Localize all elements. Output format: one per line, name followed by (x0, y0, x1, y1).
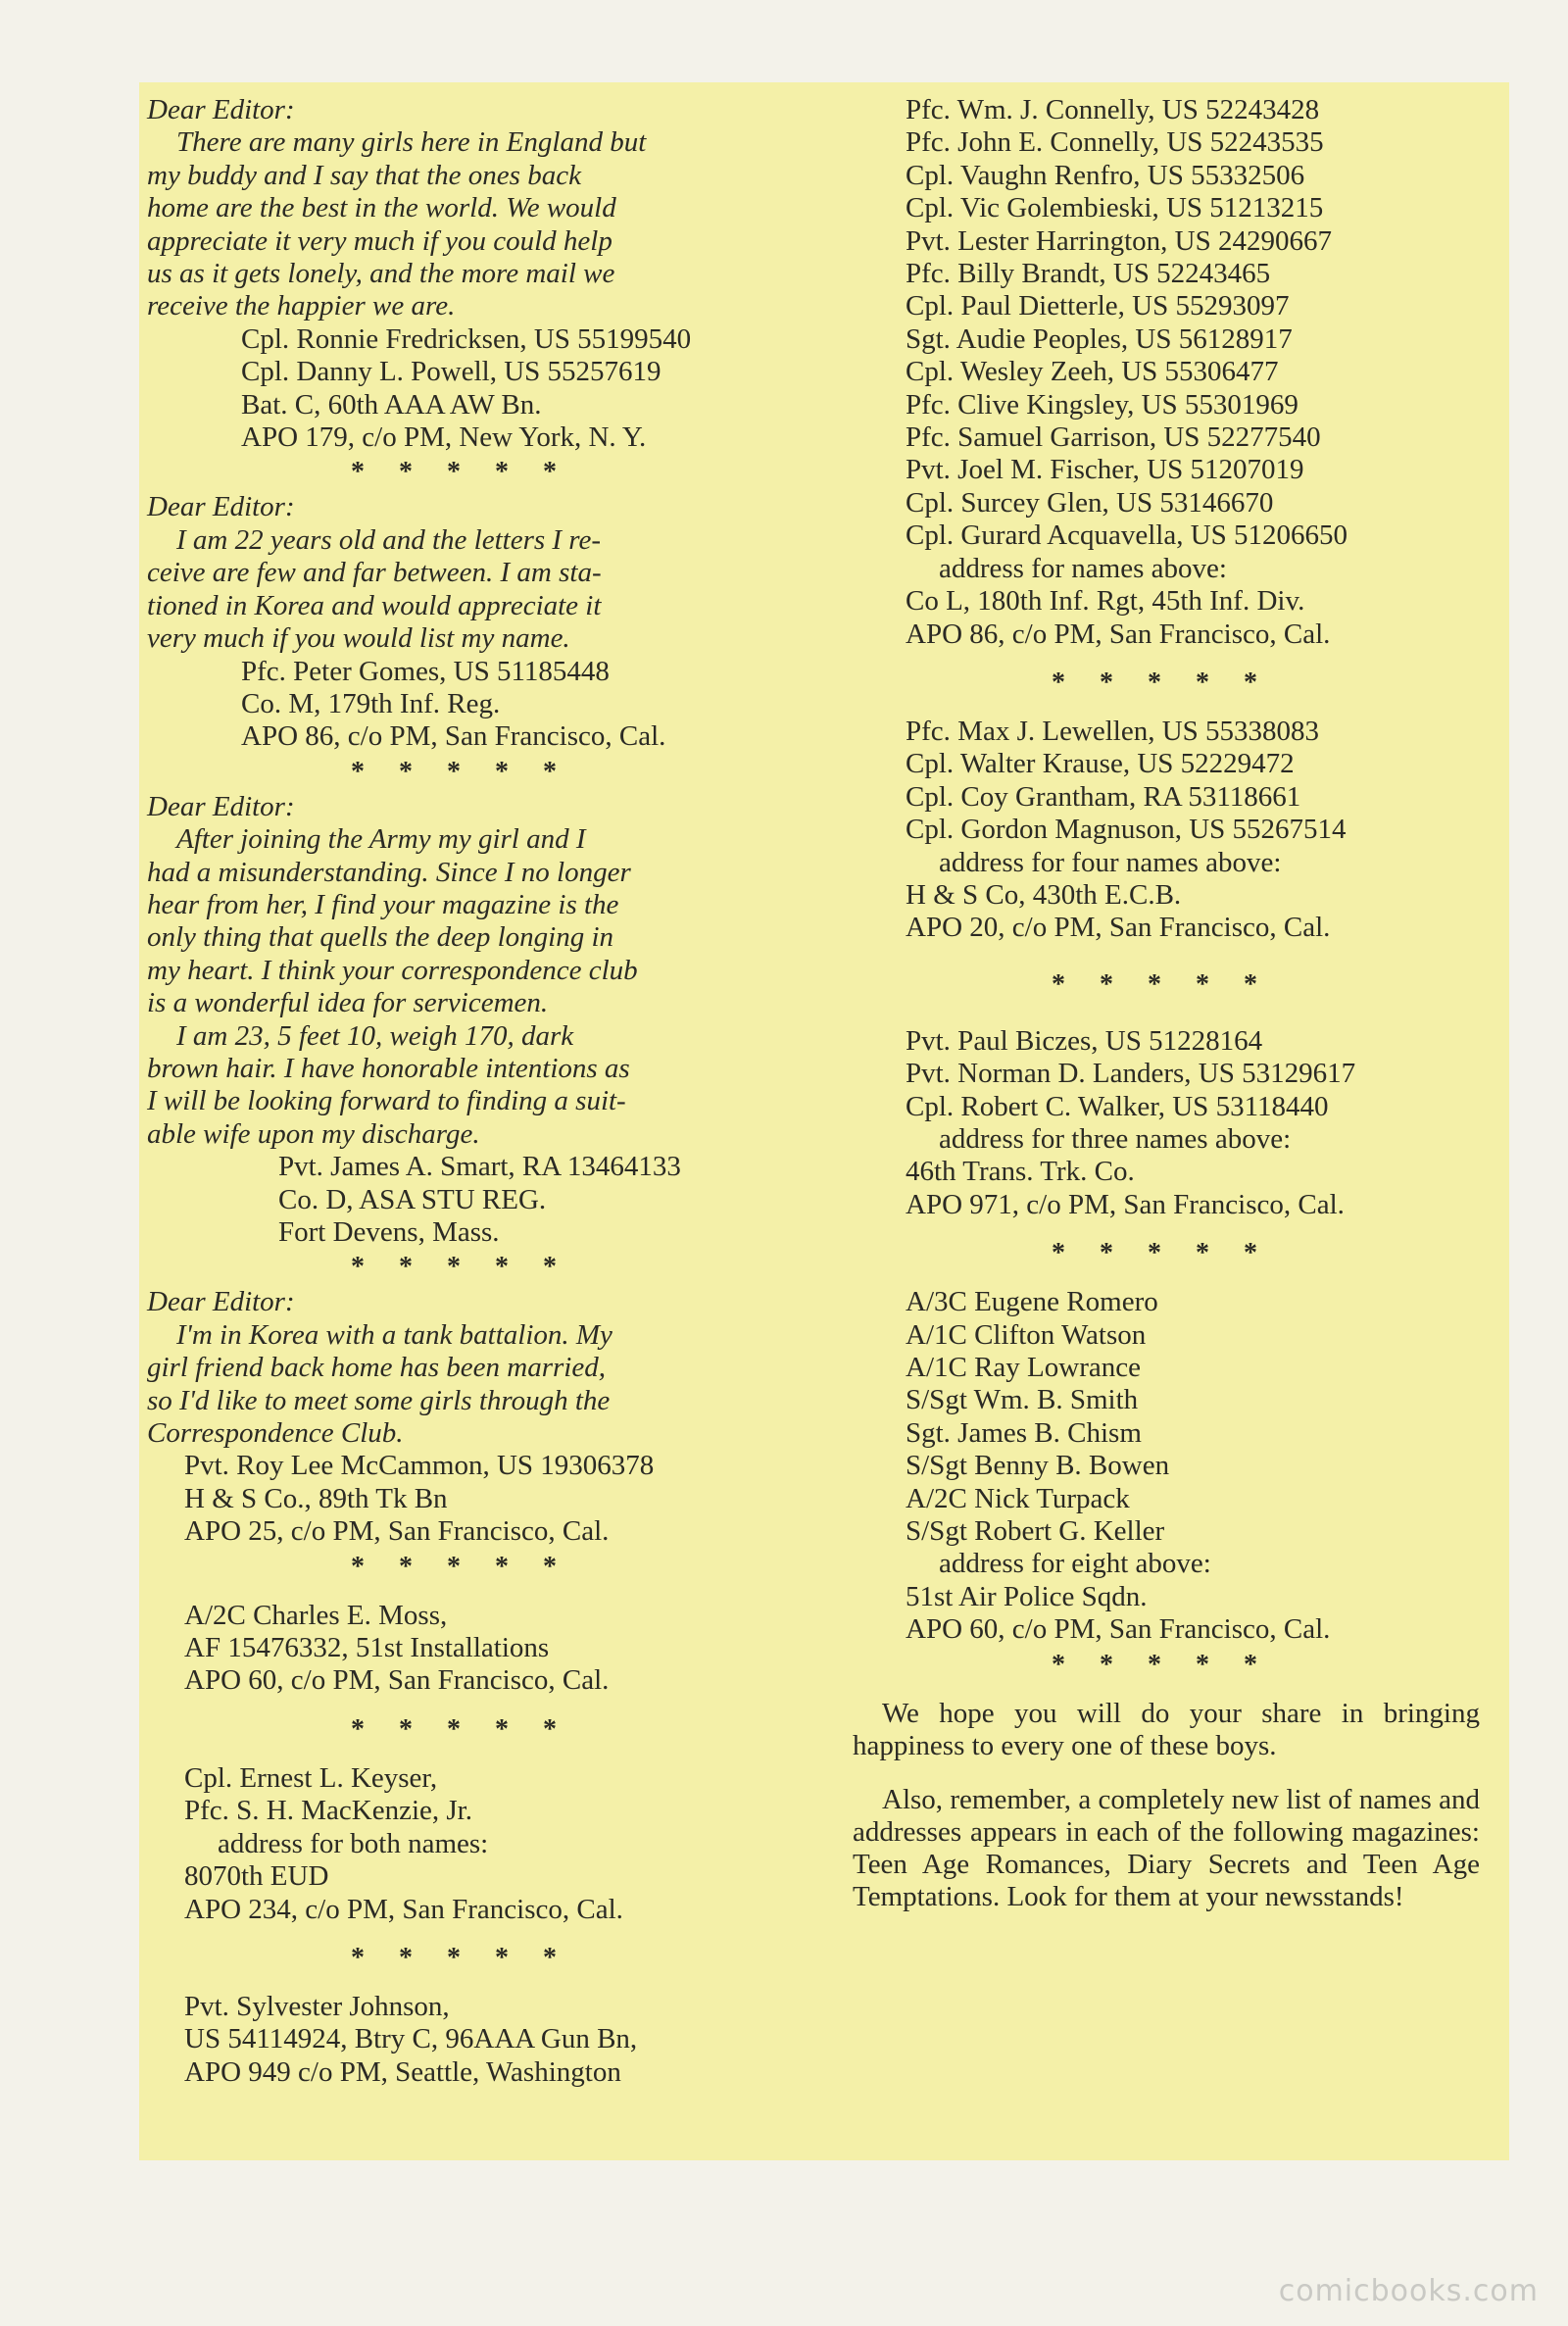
letter-4 (147, 1286, 774, 1548)
address-line: 51st Air Police Sqdn. (906, 1580, 1148, 1612)
letter-line: so I'd like to meet some girls through the (147, 1384, 611, 1416)
letter-line: I am 23, 5 feet 10, weigh 170, dark (176, 1019, 574, 1052)
salutation: Dear Editor: (147, 491, 295, 523)
name-line: Pvt. Lester Harrington, US 24290667 (906, 224, 1332, 257)
name-line: Pvt. Paul Biczes, US 51228164 (906, 1024, 1263, 1057)
entry-5 (147, 1600, 774, 1698)
address-line: Pfc. Peter Gomes, US 51185448 (241, 655, 610, 687)
name-line: S/Sgt Robert G. Keller (906, 1515, 1165, 1548)
letter-line: Correspondence Club. (147, 1417, 404, 1450)
left-column (147, 94, 774, 2089)
letter-line: only thing that quells the deep longing in (147, 921, 614, 954)
name-line: A/1C Clifton Watson (906, 1318, 1147, 1351)
address-line: AF 15476332, 51st Installations (184, 1632, 550, 1664)
address-line: Cpl. Ronnie Fredricksen, US 55199540 (241, 322, 692, 355)
letter-line: my heart. I think your correspondence club (147, 954, 638, 986)
separator-stars: * * * * * (1052, 1238, 1271, 1269)
name-line: Pvt. Norman D. Landers, US 53129617 (906, 1058, 1356, 1090)
separator-stars: * * * * * (351, 1551, 570, 1582)
address-line: APO 20, c/o PM, San Francisco, Cal. (906, 912, 1331, 944)
letter-line: receive the happier we are. (147, 290, 456, 322)
separator-stars: * * * * * (1052, 968, 1271, 1000)
address-line: APO 949 c/o PM, Seattle, Washington (184, 2055, 621, 2088)
address-line: Pvt. Sylvester Johnson, (184, 1990, 450, 2022)
name-line: Cpl. Surcey Glen, US 53146670 (906, 486, 1274, 519)
address-line: APO 25, c/o PM, San Francisco, Cal. (184, 1515, 610, 1548)
letter-line: I will be looking forward to finding a suit- (147, 1085, 626, 1117)
name-line: Sgt. James B. Chism (906, 1416, 1142, 1449)
address-line: Co L, 180th Inf. Rgt, 45th Inf. Div. (906, 585, 1305, 618)
roster-2 (843, 716, 1480, 945)
name-line: Pfc. Billy Brandt, US 52243465 (906, 258, 1271, 290)
name-line: Sgt. Audie Peoples, US 56128917 (906, 322, 1293, 355)
letter-3 (147, 791, 774, 1250)
letter-line: tioned in Korea and would appreciate it (147, 589, 602, 621)
closing-paragraph: Also, remember, a completely new list of names and addresses appears in each of the following magazines: Teen Age Romances, Diary Secrets and Teen Age Temptations. Look for them at your newsstands! (853, 1783, 1480, 1912)
address-line: Co. M, 179th Inf. Reg. (241, 687, 501, 719)
name-line: Pfc. Wm. J. Connelly, US 52243428 (906, 94, 1320, 125)
letter-line: I'm in Korea with a tank battalion. My (176, 1318, 612, 1351)
roster-3 (843, 1025, 1480, 1221)
address-note: address for three names above: (939, 1122, 1292, 1155)
address-line: APO 86, c/o PM, San Francisco, Cal. (241, 720, 666, 753)
address-note: address for both names: (218, 1827, 489, 1859)
name-line: S/Sgt Benny B. Bowen (906, 1450, 1170, 1482)
address-line: H & S Co, 430th E.C.B. (906, 878, 1182, 911)
name-line: Cpl. Gurard Acquavella, US 51206650 (906, 520, 1348, 552)
salutation: Dear Editor: (147, 1286, 295, 1318)
address-line: H & S Co., 89th Tk Bn (184, 1482, 448, 1514)
name-line: Cpl. Walter Krause, US 52229472 (906, 748, 1295, 780)
name-line: Pfc. Clive Kingsley, US 55301969 (906, 388, 1298, 421)
letter-line: I am 22 years old and the letters I re- (176, 523, 602, 556)
address-line: 46th Trans. Trk. Co. (906, 1156, 1135, 1188)
address-line: APO 60, c/o PM, San Francisco, Cal. (184, 1664, 610, 1697)
address-note: address for eight above: (939, 1548, 1211, 1580)
letter-2 (147, 491, 774, 753)
watermark: comicbooks.com (1278, 2274, 1539, 2308)
address-line: 8070th EUD (184, 1860, 329, 1893)
letter-line: After joining the Army my girl and I (176, 823, 586, 856)
address-note: address for four names above: (939, 846, 1282, 878)
roster-4 (843, 1286, 1480, 1646)
letter-line: brown hair. I have honorable intentions as (147, 1052, 630, 1084)
letter-line: appreciate it very much if you could help (147, 224, 612, 257)
address-note: address for names above: (939, 552, 1227, 584)
separator-stars: * * * * * (1052, 1649, 1271, 1680)
name-line: Cpl. Vic Golembieski, US 51213215 (906, 192, 1324, 224)
address-line: Co. D, ASA STU REG. (278, 1183, 547, 1215)
name-line: S/Sgt Wm. B. Smith (906, 1384, 1139, 1416)
salutation: Dear Editor: (147, 790, 295, 822)
letter-line: home are the best in the world. We would (147, 192, 616, 224)
letter-line: girl friend back home has been married, (147, 1352, 606, 1384)
address-line: APO 179, c/o PM, New York, N. Y. (241, 421, 647, 454)
letter-line: hear from her, I find your magazine is the (147, 888, 619, 920)
letter-line: There are many girls here in England but (176, 126, 647, 159)
letter-line: able wife upon my discharge. (147, 1117, 480, 1150)
name-line: Cpl. Ernest L. Keyser, (184, 1761, 438, 1794)
letter-line: very much if you would list my name. (147, 622, 570, 655)
address-line: Pvt. James A. Smart, RA 13464133 (278, 1151, 681, 1183)
name-line: Pvt. Joel M. Fischer, US 51207019 (906, 454, 1304, 486)
name-line: Cpl. Gordon Magnuson, US 55267514 (906, 814, 1347, 846)
letter-line: had a misunderstanding. Since I no longer (147, 856, 631, 888)
address-line: APO 234, c/o PM, San Francisco, Cal. (184, 1893, 623, 1925)
address-line: A/2C Charles E. Moss, (184, 1599, 448, 1631)
letter-line: my buddy and I say that the ones back (147, 159, 581, 191)
letter-1 (147, 94, 774, 454)
address-line: Bat. C, 60th AAA AW Bn. (241, 388, 542, 421)
letter-line: is a wonderful idea for servicemen. (147, 987, 549, 1019)
name-line: A/1C Ray Lowrance (906, 1352, 1141, 1383)
separator-stars: * * * * * (351, 1252, 570, 1283)
letter-line: ceive are few and far between. I am sta- (147, 557, 602, 589)
letter-line: us as it gets lonely, and the more mail we (147, 258, 615, 290)
entry-6 (147, 1762, 774, 1926)
address-line: APO 60, c/o PM, San Francisco, Cal. (906, 1613, 1331, 1646)
roster-1 (843, 94, 1480, 651)
separator-stars: * * * * * (351, 756, 570, 787)
name-line: Pfc. Max J. Lewellen, US 55338083 (906, 715, 1320, 747)
entry-7 (147, 1991, 774, 2089)
name-line: Pfc. John E. Connelly, US 52243535 (906, 126, 1324, 159)
name-line: Cpl. Vaughn Renfro, US 55332506 (906, 159, 1305, 191)
separator-stars: * * * * * (1052, 667, 1271, 698)
address-line: Fort Devens, Mass. (278, 1216, 500, 1248)
address-line: US 54114924, Btry C, 96AAA Gun Bn, (184, 2023, 638, 2055)
name-line: A/2C Nick Turpack (906, 1482, 1130, 1514)
right-column (843, 94, 1480, 1913)
name-line: Cpl. Robert C. Walker, US 53118440 (906, 1090, 1329, 1122)
name-line: Pfc. Samuel Garrison, US 52277540 (906, 421, 1321, 454)
closing-paragraph: We hope you will do your share in bringing happiness to every one of these boys. (853, 1697, 1480, 1761)
name-line: Cpl. Coy Grantham, RA 53118661 (906, 780, 1301, 813)
name-line: Cpl. Paul Dietterle, US 55293097 (906, 290, 1290, 322)
address-line: Cpl. Danny L. Powell, US 55257619 (241, 356, 662, 388)
address-line: Pvt. Roy Lee McCammon, US 19306378 (184, 1450, 655, 1482)
separator-stars: * * * * * (351, 1942, 570, 1973)
address-line: APO 86, c/o PM, San Francisco, Cal. (906, 618, 1331, 650)
name-line: A/3C Eugene Romero (906, 1286, 1158, 1318)
separator-stars: * * * * * (351, 457, 570, 488)
name-line: Pfc. S. H. MacKenzie, Jr. (184, 1795, 472, 1827)
address-line: APO 971, c/o PM, San Francisco, Cal. (906, 1188, 1345, 1220)
separator-stars: * * * * * (351, 1713, 570, 1745)
salutation: Dear Editor: (147, 94, 295, 125)
name-line: Cpl. Wesley Zeeh, US 55306477 (906, 356, 1279, 388)
